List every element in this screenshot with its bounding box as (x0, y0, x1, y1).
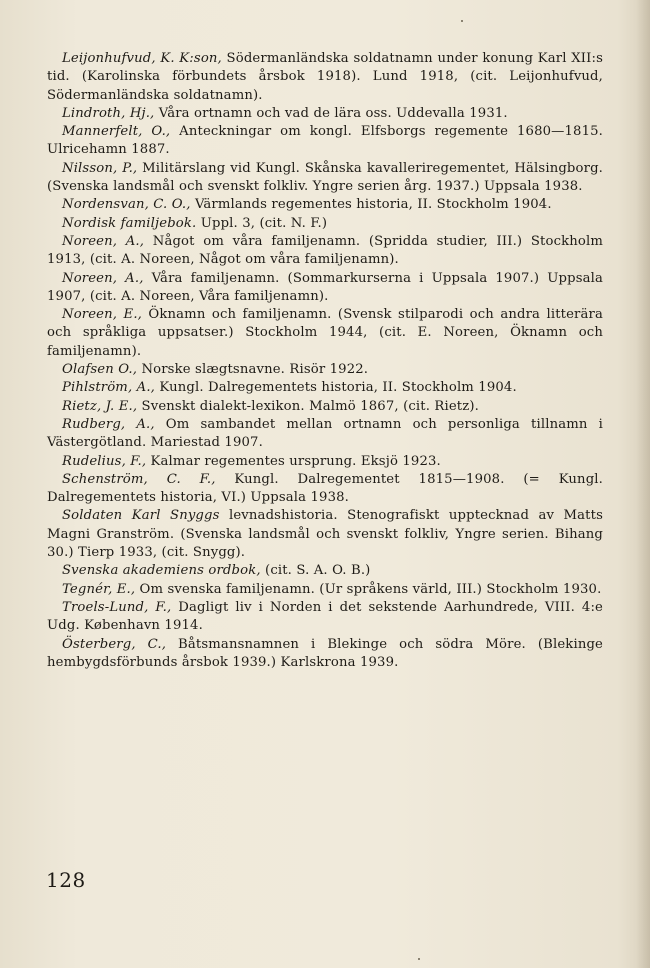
entry-text: Båtsmansnamnen i Blekinge och södra Möre. (Blekinge hembygdsförbunds årsbok 1939.) Karlskrona 1939. (47, 636, 604, 670)
entry-author: Noreen, E., (62, 307, 142, 323)
entry-text: Kungl. Dalregementet 1815—1908. (= Kungl. Dalregementets historia, VI.) Uppsala 1938. (47, 471, 603, 506)
bibliography-entry (47, 636, 603, 673)
entry-author: Rudberg, A., (62, 416, 155, 432)
entry-author: Troels-Lund, F., (62, 599, 172, 615)
bibliography-entry (47, 361, 603, 379)
entry-text: Anteckningar om kongl. Elfsborgs regemente 1680—1815. Ulricehamn 1887. (47, 124, 604, 158)
bibliography-entry (47, 123, 603, 160)
bibliography-entry (47, 233, 603, 270)
entry-text: Om svenska familjenamn. (Ur språkens värld, III.) Stockholm 1930. (135, 581, 602, 597)
entry-text: Dagligt liv i Norden i det sekstende Aarhundrede, VIII. 4:e Udg. København 1914. (47, 599, 603, 634)
entry-text: Södermanländska soldatnamn under konung Karl XII:s tid. (Karolinska förbundets årsbok 1918). Lund 1918, (cit. Leijonhufvud, Södermanländska soldatnamn). (47, 51, 603, 103)
bibliography-entry (47, 50, 603, 105)
bibliography-entry (47, 105, 603, 123)
entry-author: Rietz, J. E., (62, 398, 138, 414)
entry-text: (cit. S. A. O. B.) (260, 563, 371, 579)
bibliography-entry (47, 471, 603, 508)
entry-text: Svenskt dialekt-lexikon. Malmö 1867, (cit. Rietz). (137, 398, 479, 414)
entry-author: Olafsen O., (62, 362, 138, 378)
bibliography-entry (47, 416, 603, 453)
page-number: 128 (46, 868, 86, 892)
bibliography-entry (47, 215, 603, 233)
bibliography-entry (47, 507, 603, 562)
entry-text: Våra familjenamn. (Sommarkurserna i Uppsala 1907.) Uppsala 1907, (cit. A. Noreen, Våra familjenamn). (47, 270, 603, 304)
entry-author: Noreen, A., (62, 233, 145, 249)
entry-text: Öknamn och familjenamn. (Svensk stilparodi och andra litterära och språkliga uppsatser.) Stockholm 1944, (cit. E. Noreen, Öknamn och familjenamn). (47, 307, 603, 359)
entry-text: Värmlands regementes historia, II. Stockholm 1904. (190, 197, 552, 213)
bibliography-entry (47, 196, 603, 214)
entry-author: Rudelius, F., (62, 453, 147, 469)
bibliography-entry (47, 306, 603, 361)
page-edge-shadow (636, 0, 650, 968)
entry-text: Våra ortnamn och vad de lära oss. Uddevalla 1931. (154, 105, 508, 121)
entry-author: Tegnér, E., (62, 581, 136, 597)
bibliography-entry (47, 581, 603, 599)
entry-author: Soldaten Karl Snyggs (62, 508, 220, 524)
entry-author: Leijonhufvud, K. K:son, (62, 51, 222, 66)
bibliography-entry (47, 379, 603, 397)
bibliography-entry (47, 562, 603, 580)
bibliography-entry (47, 398, 603, 416)
entry-author: Lindroth, Hj., (62, 105, 155, 121)
entry-text: Kalmar regementes ursprung. Eksjö 1923. (146, 453, 441, 469)
entry-author: Nilsson, P., (62, 160, 138, 176)
entry-text: Om sambandet mellan ortnamn och personliga tillnamn i Västergötland. Mariestad 1907. (47, 416, 603, 451)
bibliography-entry (47, 453, 603, 471)
paper-speck (418, 958, 420, 960)
entry-text: Norske slægtsnavne. Risör 1922. (137, 362, 369, 378)
entry-text: Kungl. Dalregementets historia, II. Stockholm 1904. (155, 380, 517, 396)
bibliography-entry (47, 599, 603, 636)
entry-author: Pihlström, A., (62, 380, 156, 396)
entry-text: Något om våra familjenamn. (Spridda studier, III.) Stockholm 1913, (cit. A. Noreen, Något om våra familjenamn). (47, 233, 603, 268)
entry-author: Mannerfelt, O., (62, 124, 171, 140)
entry-text: Uppl. 3, (cit. N. F.) (196, 215, 328, 231)
entry-text: levnadshistoria. Stenografiskt upptecknad av Matts Magni Granström. (Svenska landsmål och svenskt folkliv, Yngre serien. Bihang 30.) Tierp 1933, (cit. Snygg). (47, 508, 604, 561)
entry-author: Österberg, C., (62, 636, 167, 652)
paper-speck (461, 20, 463, 22)
entry-author: Nordisk familjebok. (62, 215, 197, 231)
bibliography-list (47, 50, 603, 672)
entry-author: Noreen, A., (62, 270, 144, 286)
bibliography-entry (47, 160, 603, 197)
entry-author: Schenström, C. F., (62, 471, 216, 487)
bibliography-entry (47, 270, 603, 307)
entry-author: Svenska akademiens ordbok, (62, 563, 261, 579)
entry-author: Nordensvan, C. O., (62, 197, 191, 213)
entry-text: Militärslang vid Kungl. Skånska kavalleriregementet, Hälsingborg. (Svenska landsmål och svenskt folkliv. Yngre serien årg. 1937.) Uppsala 1938. (47, 160, 603, 195)
